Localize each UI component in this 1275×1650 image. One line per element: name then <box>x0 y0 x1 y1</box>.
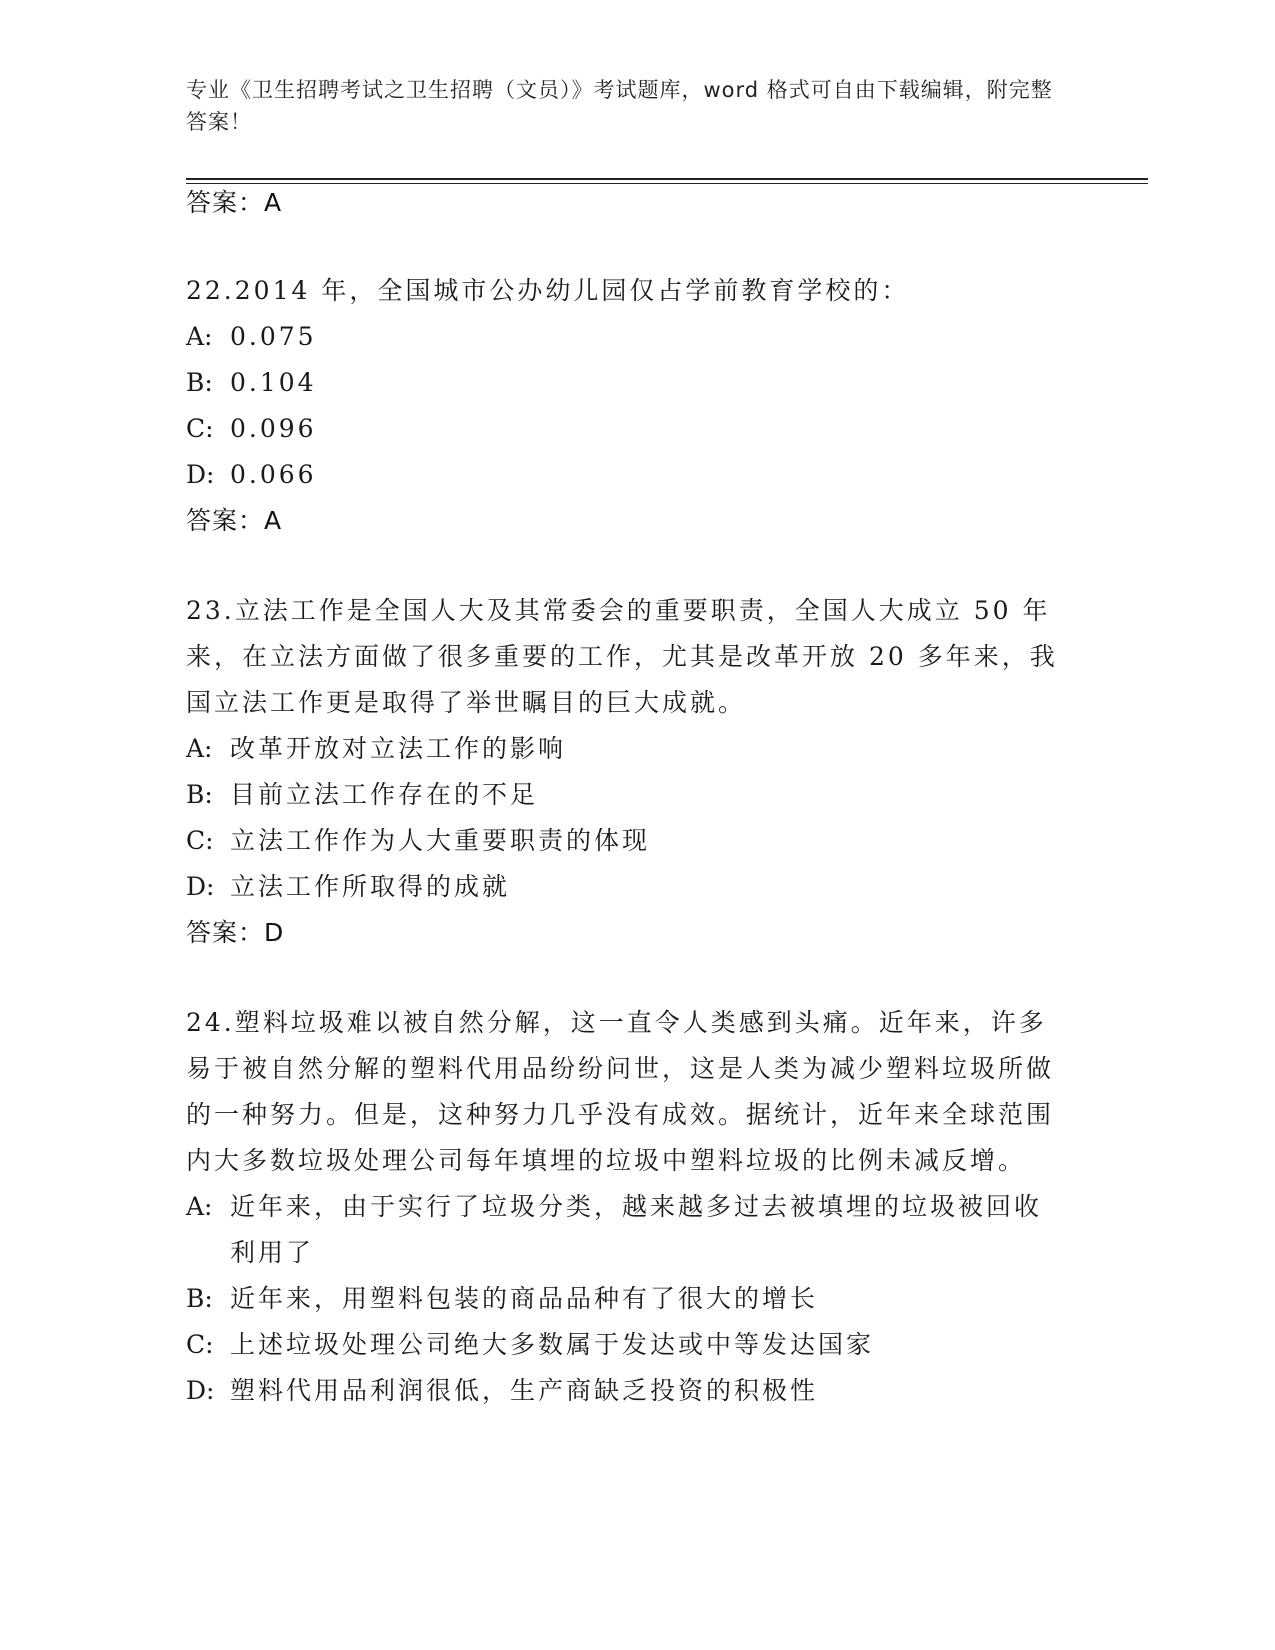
option-a <box>186 314 1066 360</box>
option-b <box>186 1276 1066 1322</box>
option-c <box>186 1322 1066 1368</box>
question-23 <box>186 588 1066 956</box>
answer: 答案：D <box>186 918 285 947</box>
option-text: 0.075 <box>230 322 317 351</box>
document-header: 专业《卫生招聘考试之卫生招聘（文员）》考试题库，word 格式可自由下载编辑，附完整答案！ <box>186 78 1053 134</box>
option-letter: C: <box>186 826 214 855</box>
option-letter: B: <box>186 1284 213 1313</box>
option-letter: C: <box>186 1330 214 1359</box>
option-text: 塑料代用品利润很低，生产商缺乏投资的积极性 <box>230 1376 819 1405</box>
question-text: 23.立法工作是全国人大及其常委会的重要职责，全国人大成立 50 年来，在立法方面做了很多重要的工作，尤其是改革开放 20 多年来，我国立法工作更是取得了举世瞩目的巨大成就。 <box>186 596 1058 717</box>
option-text: 立法工作所取得的成就 <box>230 872 511 901</box>
option-text: 0.104 <box>230 368 317 397</box>
question-24 <box>186 1000 1066 1414</box>
option-text: 近年来，由于实行了垃圾分类，越来越多过去被填埋的垃圾被回收利用了 <box>230 1192 1043 1267</box>
option-text: 近年来，用塑料包装的商品品种有了很大的增长 <box>230 1284 819 1313</box>
option-letter: B: <box>186 780 213 809</box>
option-letter: B: <box>186 368 213 397</box>
option-text: 0.066 <box>230 460 317 489</box>
option-letter: A: <box>186 1192 213 1221</box>
previous-answer-block <box>186 180 1066 226</box>
option-text: 目前立法工作存在的不足 <box>230 780 539 809</box>
previous-answer: 答案：A <box>186 188 283 217</box>
option-letter: A: <box>186 734 213 763</box>
question-22 <box>186 268 1066 544</box>
option-d <box>186 1368 1066 1414</box>
option-letter: D: <box>186 872 215 901</box>
option-letter: C: <box>186 414 214 443</box>
option-a <box>186 1184 1066 1276</box>
option-letter: D: <box>186 1376 215 1405</box>
option-b <box>186 772 1066 818</box>
option-text: 改革开放对立法工作的影响 <box>230 734 567 763</box>
option-d <box>186 452 1066 498</box>
option-text: 0.096 <box>230 414 317 443</box>
option-d <box>186 864 1066 910</box>
option-text: 上述垃圾处理公司绝大多数属于发达或中等发达国家 <box>230 1330 875 1359</box>
option-text: 立法工作作为人大重要职责的体现 <box>230 826 651 855</box>
question-text: 24.塑料垃圾难以被自然分解，这一直令人类感到头痛。近年来，许多易于被自然分解的塑料代用品纷纷问世，这是人类为减少塑料垃圾所做的一种努力。但是，这种努力几乎没有成效。据统计，近年来全球范围内大多数垃圾处理公司每年填埋的垃圾中塑料垃圾的比例未减反增。 <box>186 1008 1055 1175</box>
option-letter: D: <box>186 460 215 489</box>
answer: 答案：A <box>186 506 283 535</box>
question-text: 22.2014 年，全国城市公办幼儿园仅占学前教育学校的： <box>186 276 910 305</box>
option-b <box>186 360 1066 406</box>
option-c <box>186 818 1066 864</box>
option-a <box>186 726 1066 772</box>
option-letter: A: <box>186 322 213 351</box>
option-c <box>186 406 1066 452</box>
